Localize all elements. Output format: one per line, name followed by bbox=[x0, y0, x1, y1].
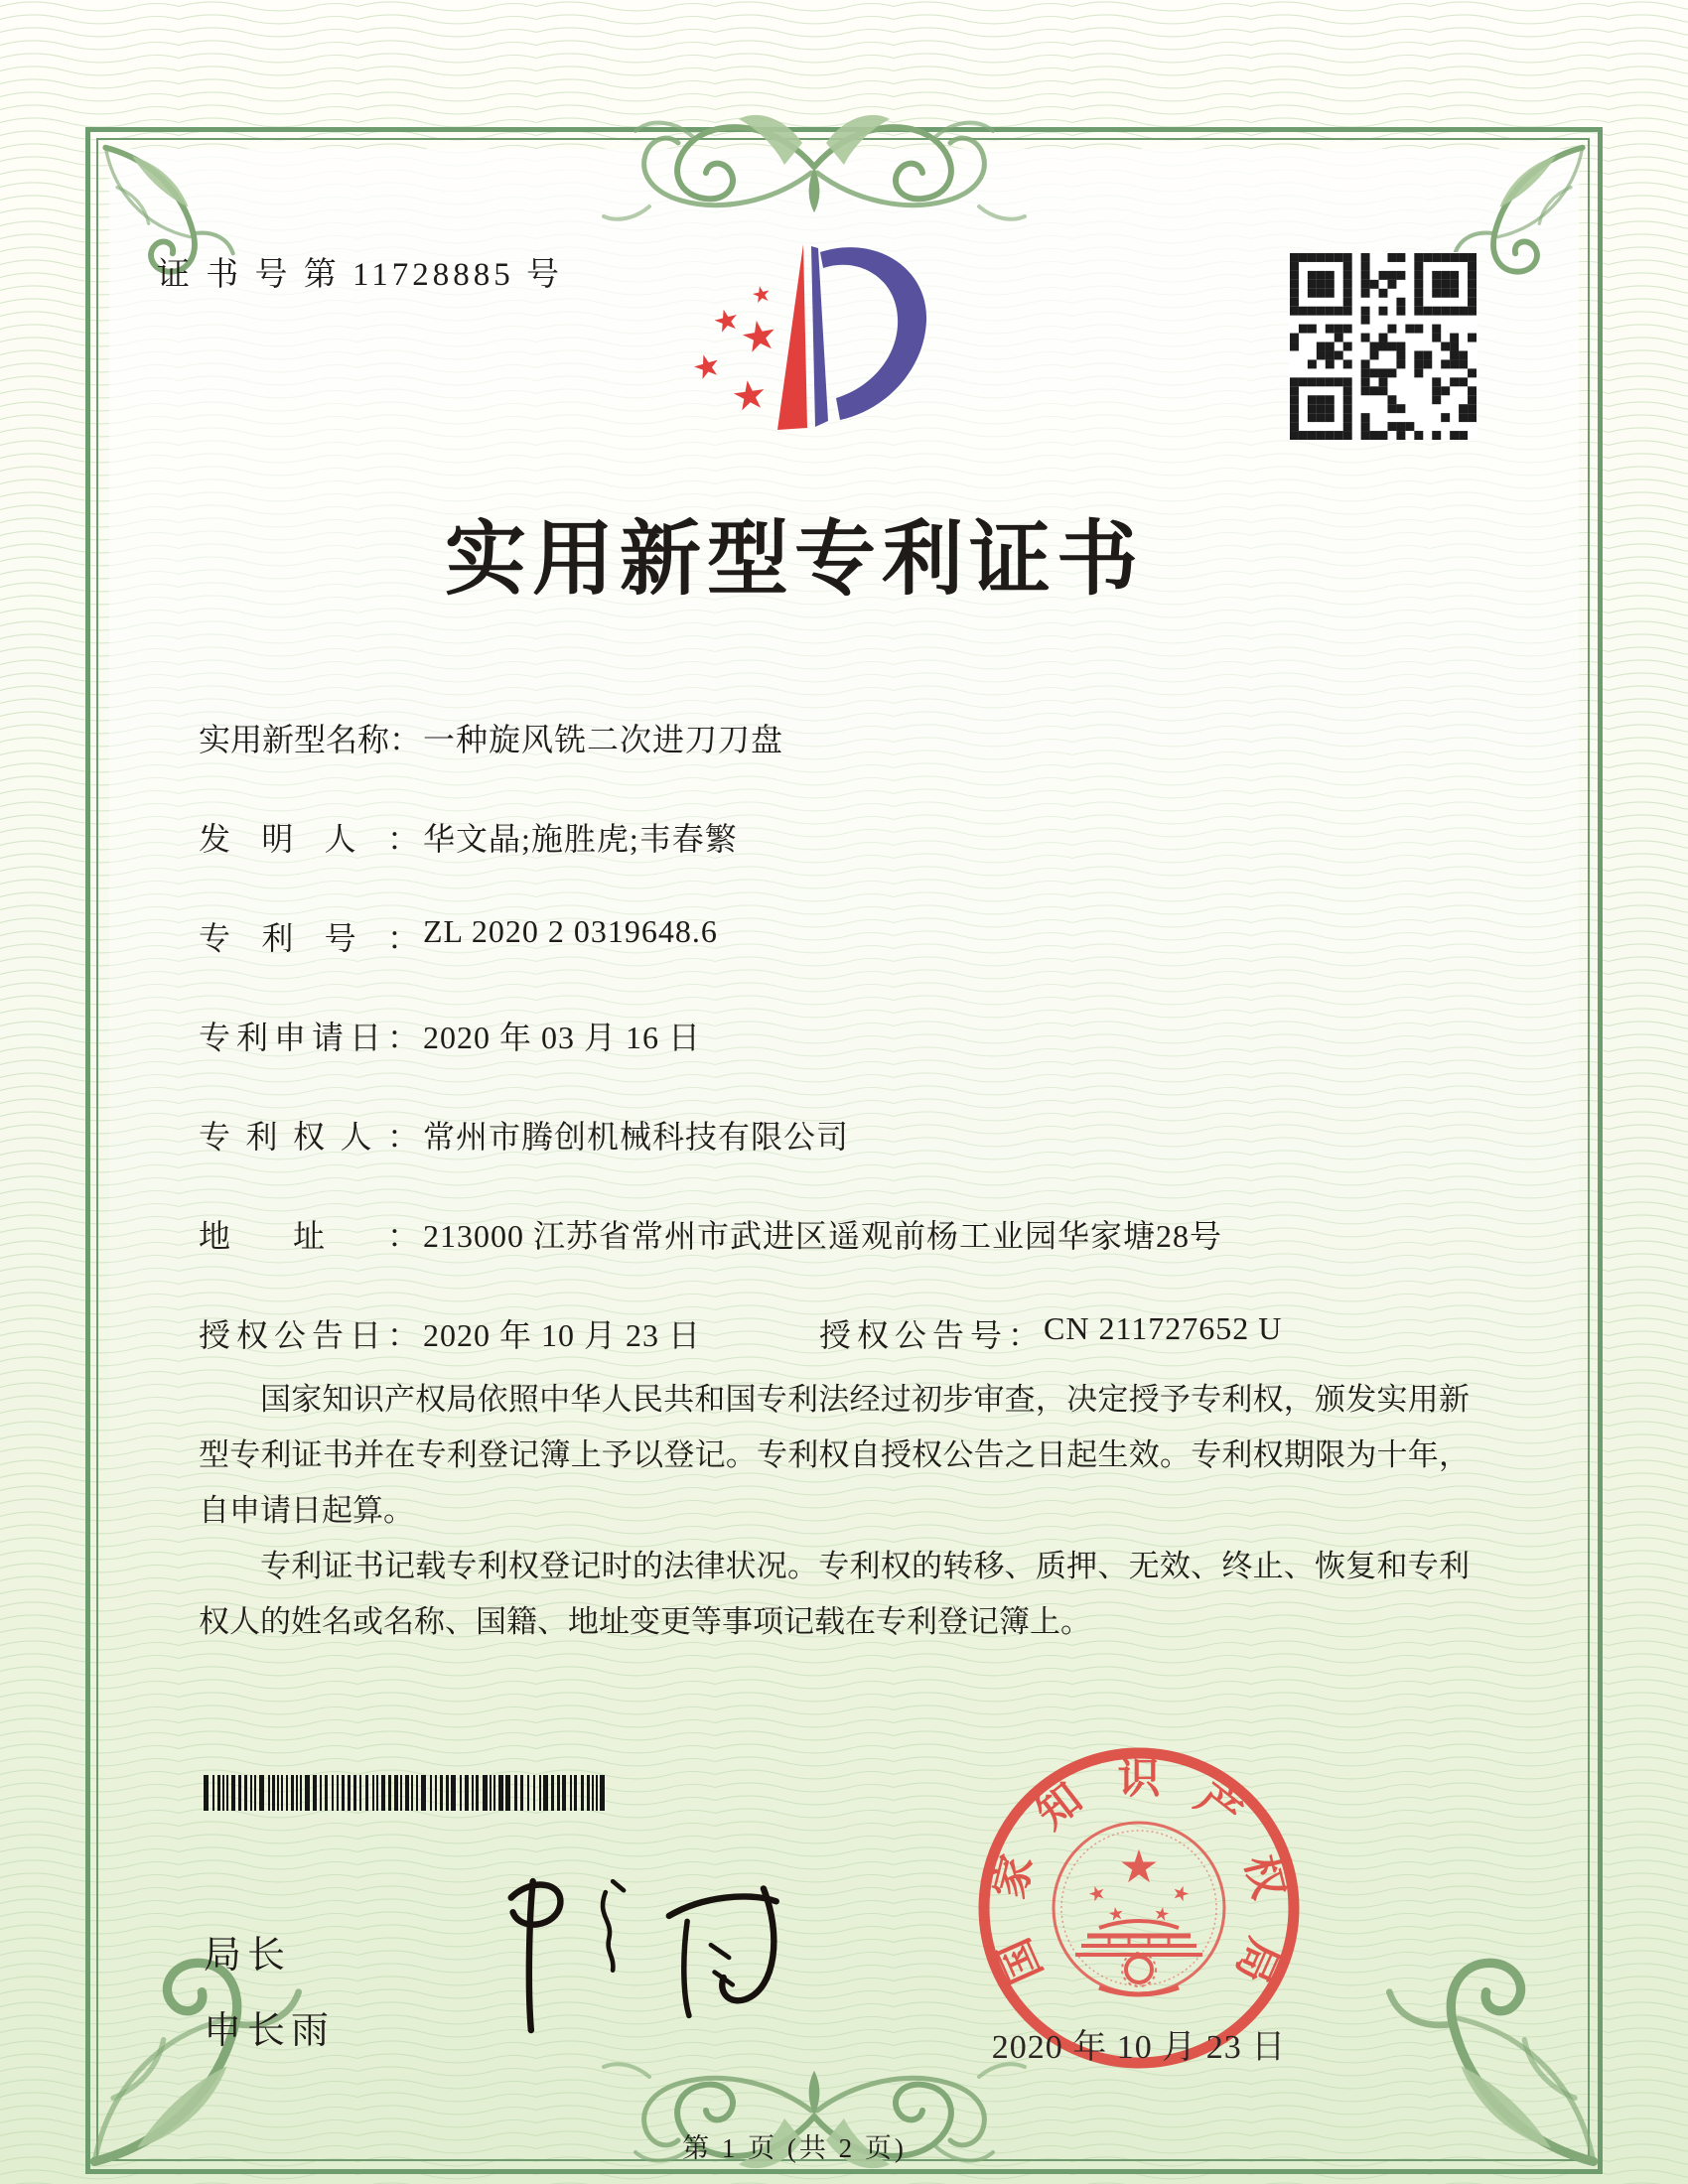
field-value: 一种旋风铣二次进刀刀盘 bbox=[423, 722, 784, 757]
field-row-inventors bbox=[199, 814, 1499, 862]
grant-row bbox=[199, 1310, 1499, 1358]
svg-text:产: 产 bbox=[1187, 1775, 1250, 1839]
svg-text:家: 家 bbox=[986, 1850, 1043, 1904]
signer-title: 局长 bbox=[204, 1935, 292, 1977]
page-footer: 第 1 页 (共 2 页) bbox=[682, 2133, 907, 2163]
svg-text:识: 识 bbox=[1117, 1756, 1161, 1803]
qr-code bbox=[1289, 252, 1477, 441]
field-row-filing-date bbox=[199, 1013, 1499, 1060]
logo-p-swoosh bbox=[820, 247, 926, 420]
field-label: 专利号： bbox=[199, 920, 419, 956]
barcode bbox=[204, 1775, 611, 1811]
signature-shen-changyu bbox=[477, 1858, 794, 2087]
logo-red-wedge bbox=[777, 244, 807, 430]
grant-number-label: 授权公告号： bbox=[819, 1317, 1040, 1353]
grant-date-group bbox=[199, 1310, 701, 1356]
svg-text:权: 权 bbox=[1235, 1850, 1292, 1904]
field-row-address bbox=[199, 1211, 1499, 1259]
field-label: 地址： bbox=[199, 1218, 419, 1254]
svg-text:知: 知 bbox=[1028, 1775, 1091, 1839]
svg-text:★: ★ bbox=[1106, 1902, 1126, 1927]
national-emblem-icon bbox=[1054, 1823, 1224, 1994]
grant-number-group bbox=[819, 1310, 1282, 1356]
field-row-patent-number bbox=[199, 913, 1499, 961]
svg-text:★: ★ bbox=[1118, 1840, 1160, 1893]
svg-text:国: 国 bbox=[991, 1931, 1052, 1989]
field-row-patentee bbox=[199, 1112, 1499, 1160]
svg-text:★: ★ bbox=[749, 281, 774, 310]
field-value: ZL 2020 2 0319648.6 bbox=[423, 913, 718, 949]
legal-paragraph-2: 专利证书记载专利权登记时的法律状况。专利权的转移、质押、无效、终止、恢复和专利权人的姓名或名称、国籍、地址变更等事项记载在专利登记簿上。 bbox=[199, 1549, 1470, 1639]
cnipa-logo-icon bbox=[645, 216, 963, 455]
svg-text:★: ★ bbox=[687, 343, 726, 389]
svg-text:★: ★ bbox=[1169, 1878, 1194, 1908]
grant-number-value: CN 211727652 U bbox=[1044, 1310, 1283, 1346]
svg-text:★: ★ bbox=[736, 309, 782, 363]
field-row-invention-name bbox=[199, 715, 1499, 762]
legal-paragraph-1: 国家知识产权局依照中华人民共和国专利法经过初步审查，决定授予专利权，颁发实用新型专利证书并在专利登记簿上予以登记。专利权自授权公告之日起生效。专利权期限为十年，自申请日起算。 bbox=[199, 1382, 1470, 1528]
field-value: 2020 年 03 月 16 日 bbox=[423, 1020, 702, 1055]
svg-text:★: ★ bbox=[709, 301, 744, 341]
field-label: 专利权人： bbox=[199, 1119, 419, 1155]
seal-date: 2020 年 10 月 23 日 bbox=[991, 2029, 1287, 2066]
grant-date-label: 授权公告日： bbox=[199, 1317, 419, 1353]
signer-name: 申长雨 bbox=[204, 2010, 336, 2052]
field-value: 213000 江苏省常州市武进区遥观前杨工业园华家塘28号 bbox=[423, 1218, 1223, 1254]
legal-text bbox=[199, 1372, 1470, 1650]
certificate-number: 证 书 号 第 11728885 号 bbox=[157, 257, 564, 293]
svg-text:★: ★ bbox=[728, 370, 771, 422]
field-value: 华文晶;施胜虎;韦春繁 bbox=[423, 821, 738, 857]
svg-text:局: 局 bbox=[1226, 1931, 1287, 1989]
svg-text:★: ★ bbox=[1152, 1902, 1172, 1927]
certificate-title: 实用新型专利证书 bbox=[444, 514, 1144, 605]
svg-text:★: ★ bbox=[1084, 1878, 1109, 1908]
field-label: 专利申请日： bbox=[199, 1020, 419, 1055]
field-label: 发明人： bbox=[199, 821, 419, 857]
field-value: 常州市腾创机械科技有限公司 bbox=[423, 1119, 850, 1155]
grant-date-value: 2020 年 10 月 23 日 bbox=[423, 1317, 702, 1353]
field-label: 实用新型名称： bbox=[199, 722, 422, 757]
